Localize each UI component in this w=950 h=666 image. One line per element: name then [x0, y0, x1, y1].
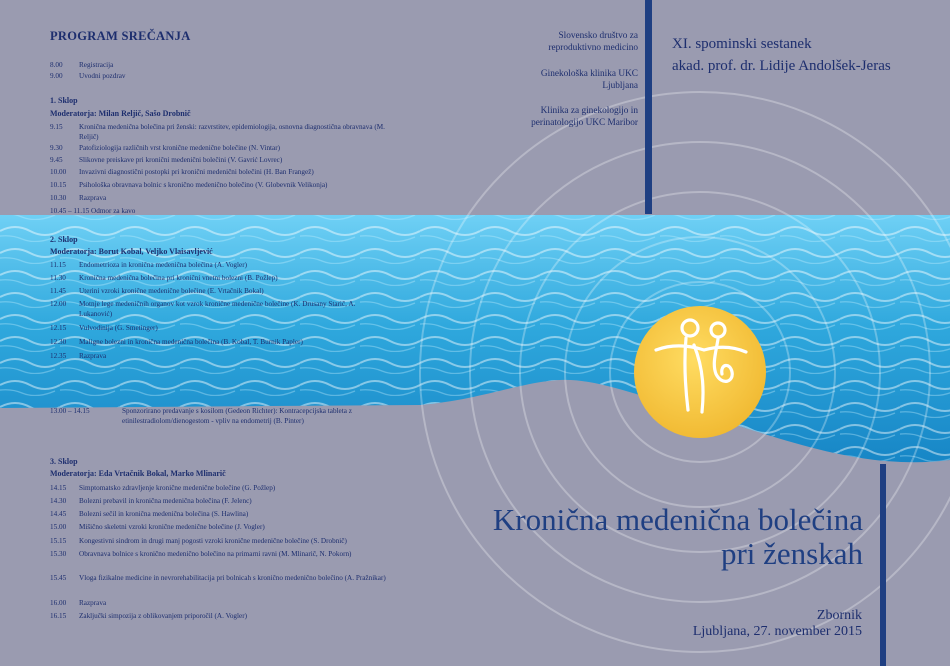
program-time: 14.15: [50, 484, 67, 492]
program-item: Registracija: [79, 61, 114, 69]
program-time: 10.00: [50, 168, 67, 176]
program-time: 9.00: [50, 72, 63, 80]
vertical-rule-bottom: [880, 464, 886, 666]
program-item: Mišično skeletni vzroki kronične medenične bolečine (J. Vogler): [79, 523, 265, 531]
logo-icon: [634, 306, 766, 438]
program-item: Uterini vzroki kronične medenične bolečine (E. Vrtačnik Bokal): [79, 287, 264, 295]
program-item: Vloga fizikalne medicine in nevrorehabilitacija pri bolnicah s kronično medenično bolečino (A. Pražnikar): [79, 574, 386, 582]
program-item: Endometrioza in kronična medenična bolečina (A. Vogler): [79, 261, 247, 269]
program-title: PROGRAM SREČANJA: [50, 29, 191, 43]
program-item: Vulvodinija (G. Smetinger): [79, 324, 158, 332]
session-moderators: Moderatorja: Milan Reljič, Sašo Drobnič: [50, 109, 191, 118]
program-time: 16.00: [50, 599, 67, 607]
program-time: 10.15: [50, 181, 67, 189]
program-time: 13.00 – 14.15: [50, 407, 90, 415]
program-time: 15.15: [50, 537, 67, 545]
organizer-1: Slovensko društvo za reproduktivno medicino: [548, 31, 638, 53]
program-time: 16.15: [50, 612, 67, 620]
session-moderators: Moderatorja: Eda Vrtačnik Bokal, Marko Mlinarič: [50, 469, 226, 478]
program-item: Razprava: [79, 599, 107, 607]
program-item: Zaključki simpozija z oblikovanjem priporočil (A. Vogler): [79, 612, 248, 620]
program-item: Simptomatsko zdravljenje kronične medenične bolečine (G. Požlep): [79, 484, 276, 492]
program-item: Patofiziologija različnih vrst kronične medenične bolečine (N. Vintar): [79, 144, 281, 152]
program-item: Uvodni pozdrav: [79, 72, 126, 80]
program-item: Razprava: [79, 194, 107, 202]
organizer-3: Klinika za ginekologijo in perinatologijo UKC Maribor: [531, 106, 638, 128]
session-moderators: Moderatorja: Borut Kobal, Veljko Vlaisavljević: [50, 247, 213, 256]
program-time: 12.15: [50, 324, 67, 332]
program-time: 9.15: [50, 123, 63, 131]
program-item: Invazivni diagnostični postopki pri kronični medenični bolečini (H. Ban Frangež): [79, 168, 314, 176]
program-item: Razprava: [79, 352, 107, 360]
program-time: 12.35: [50, 352, 67, 360]
cover-place-date: Ljubljana, 27. november 2015: [692, 624, 862, 639]
organizer-2: Ginekološka klinika UKC Ljubljana: [540, 69, 638, 91]
program-time: 10.30: [50, 194, 67, 202]
cover-subtitle: Zbornik: [816, 608, 862, 623]
program-time: 12.30: [50, 338, 67, 346]
program-time: 11.45: [50, 287, 66, 295]
program-item: Kongestivni sindrom in drugi manj pogosti vzroki kronične medenične bolečine (S. Drobnič): [79, 537, 347, 545]
program-item: Kronična medenična bolečina pri ženski: razvrstitev, epidemiologija, osnovna diagnostična obravnava (M. Reljič): [79, 123, 385, 141]
session-title: 1. Sklop: [50, 96, 78, 105]
program-time: 14.30: [50, 497, 67, 505]
program-time: 11.30: [50, 274, 66, 282]
program-time: 8.00: [50, 61, 63, 69]
sponsored-lecture: Sponzorirano predavanje s kosilom (Gedeon Richter): Kontracepcijska tableta z etinilestradiolom/dienogestom - vpliv na endometrij (B. Pinter): [122, 407, 352, 425]
program-item: Kronična medenična bolečina pri kronični vnetni bolezni (B. Požlep): [79, 274, 278, 282]
program-time: 15.45: [50, 574, 67, 582]
event-title-line1: XI. spominski sestanek: [672, 36, 812, 52]
program-item: Slikovne preiskave pri kronični medenični bolečini (V. Gavrić Lovrec): [79, 156, 283, 164]
program-item: Bolezni prebavil in kronična medenična bolečina (F. Jelenc): [79, 497, 252, 505]
program-item: Psihološka obravnava bolnic s kronično medenično bolečino (V. Globevnik Velikonja): [79, 181, 328, 189]
program-time: 9.30: [50, 144, 63, 152]
cover-title: Kronična medenična bolečina pri ženskah: [492, 502, 863, 571]
program-time: 11.15: [50, 261, 66, 269]
session-title: 3. Sklop: [50, 457, 78, 466]
program-item: Bolezni sečil in kronična medenična bolečina (S. Hawlina): [79, 510, 249, 518]
event-title-line2: akad. prof. dr. Lidije Andolšek-Jeras: [672, 58, 891, 74]
program-item: Motnje lege medeničnih organov kot vzrok kronične medenične bolečine (K. Drusany Starič, A. Lukanović): [79, 300, 356, 318]
program-time: 12.00: [50, 300, 67, 308]
program-item: Maligne bolezni in kronična medenična bolečina (B. Kobal, T. Burnik Papler): [79, 338, 303, 346]
vertical-rule-top: [645, 0, 652, 214]
program-time: 9.45: [50, 156, 63, 164]
session-title: 2. Sklop: [50, 235, 78, 244]
coffee-break: 10.45 – 11.15 Odmor za kavo: [50, 207, 136, 215]
program-item: Obravnava bolnice s kronično medenično bolečino na primarni ravni (M. Mlinarič, N. Pokorn): [79, 550, 352, 558]
program-time: 15.30: [50, 550, 67, 558]
program-time: 15.00: [50, 523, 67, 531]
program-time: 14.45: [50, 510, 67, 518]
